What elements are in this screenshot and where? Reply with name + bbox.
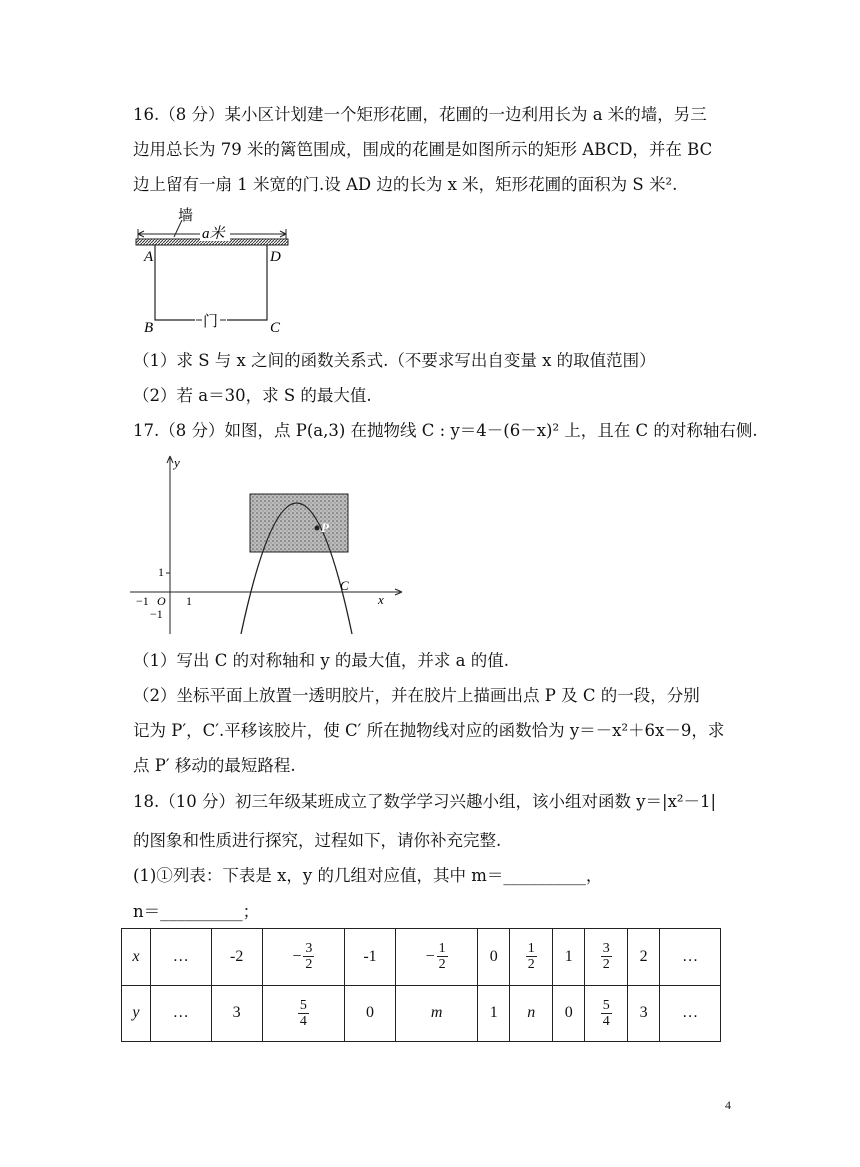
table-cell: … — [150, 985, 211, 1042]
parabola-figure — [128, 452, 408, 637]
value-table — [121, 928, 721, 1042]
table-cell: … — [660, 985, 721, 1042]
q16-line-3: 边上留有一扇 1 米宽的门.设 AD 边的长为 x 米，矩形花圃的面积为 S 米². — [133, 175, 678, 194]
table-cell: 0 — [553, 985, 585, 1042]
tick-label-x-neg1: −1 — [136, 594, 149, 608]
tick-label-y-neg1: −1 — [150, 607, 163, 621]
table-row — [122, 985, 721, 1042]
table-cell: $\frac{5}{4}$ — [585, 985, 628, 1042]
q18-line-3: (1)①列表：下表是 x，y 的几组对应值，其中 m＝__________， — [133, 866, 603, 885]
page-number: 4 — [725, 1098, 731, 1112]
table-cell: -2 — [211, 929, 262, 986]
table-cell: 0 — [478, 929, 510, 986]
q17-part-2-line-2: 记为 P′，C′.平移该胶片，使 C′ 所在抛物线对应的函数恰为 y＝－x²＋6x－9，求 — [133, 721, 725, 740]
table-cell: $\frac{1}{2}$ — [510, 929, 553, 986]
label-C-curve: C — [340, 578, 349, 593]
table-cell: − $\frac{1}{2}$ — [396, 929, 478, 986]
table-cell: $\frac{3}{2}$ — [585, 929, 628, 986]
table-row — [122, 929, 721, 986]
label-C: C — [270, 320, 281, 336]
garden-figure — [130, 207, 300, 337]
wall-label: 墙 — [178, 207, 194, 224]
table-cell: … — [660, 929, 721, 986]
table-cell: 3 — [628, 985, 660, 1042]
x-axis-label: x — [378, 592, 384, 607]
table-cell: x — [122, 929, 151, 986]
table-cell: … — [150, 929, 211, 986]
table-cell: 1 — [478, 985, 510, 1042]
q16-line-2: 边用总长为 79 米的篱笆围成，围成的花圃是如图所示的矩形 ABCD，并在 BC — [133, 140, 713, 159]
y-axis-label: y — [174, 455, 180, 470]
q16-line-1: 16.（8 分）某小区计划建一个矩形花圃，花圃的一边利用长为 a 米的墙，另三 — [133, 105, 707, 124]
q16-part-1: （1）求 S 与 x 之间的函数关系式.（不要求写出自变量 x 的取值范围） — [133, 351, 656, 370]
table-cell: 1 — [553, 929, 585, 986]
fence — [155, 245, 195, 320]
table-cell: -1 — [344, 929, 395, 986]
label-A: A — [144, 249, 154, 265]
q17-part-2-line-3: 点 P′ 移动的最短路程. — [133, 756, 296, 775]
table-cell: n — [510, 985, 553, 1042]
q16-part-2: （2）若 a＝30，求 S 的最大值. — [133, 386, 372, 405]
q17-line-1: 17.（8 分）如图，点 P(a,3) 在抛物线 C : y＝4－(6－x)² 上，且在 C 的对称轴右侧. — [133, 421, 758, 440]
q17-part-2-line-1: （2）坐标平面上放置一透明胶片，并在胶片上描画出点 P 及 C 的一段，分别 — [133, 686, 700, 705]
table-cell: 3 — [211, 985, 262, 1042]
q17-part-1: （1）写出 C 的对称轴和 y 的最大值，并求 a 的值. — [133, 651, 509, 670]
q18-line-1: 18.（10 分）初三年级某班成立了数学学习兴趣小组，该小组对函数 y＝|x²－1| — [133, 792, 717, 811]
label-B: B — [144, 320, 154, 336]
table-cell: $\frac{5}{4}$ — [262, 985, 344, 1042]
point-P-label: P — [321, 520, 329, 535]
q18-line-2: 的图象和性质进行探究，过程如下，请你补充完整. — [133, 831, 502, 850]
tick-label-x-1: 1 — [186, 594, 192, 608]
tick-label-y-1: 1 — [158, 565, 164, 579]
table-cell: 2 — [628, 929, 660, 986]
q18-line-4: n＝__________； — [133, 902, 260, 921]
table-cell: 0 — [344, 985, 395, 1042]
door-label: 门 — [203, 312, 219, 330]
point-P — [315, 526, 320, 531]
label-D: D — [270, 249, 281, 265]
table-cell: − $\frac{3}{2}$ — [262, 929, 344, 986]
table-cell: m — [396, 985, 478, 1042]
wall-length-label: a米 — [202, 226, 225, 242]
table-cell: y — [122, 985, 151, 1042]
origin-label: O — [157, 594, 166, 608]
